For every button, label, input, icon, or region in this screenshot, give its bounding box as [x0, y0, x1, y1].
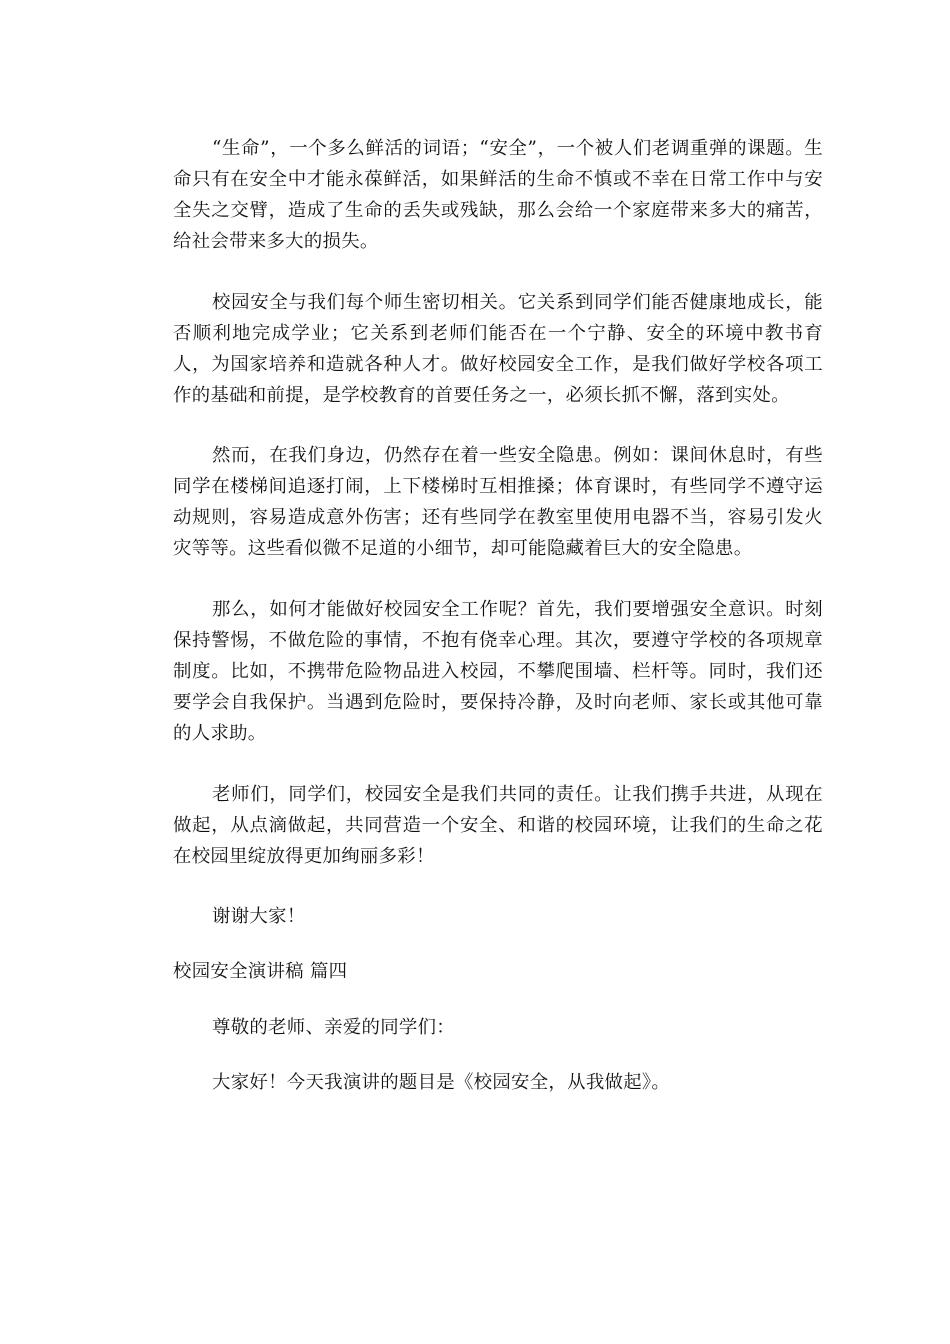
thanks-line: 谢谢大家！	[212, 906, 306, 927]
section-heading: 校园安全演讲稿 篇四	[173, 961, 348, 982]
paragraph-hidden-dangers: 然而，在我们身边，仍然存在着一些安全隐患。例如：课间休息时，有些同学在楼梯间追逐打闹，上下楼梯时互相推搡；体育课时，有些同学不遵守运动规则，容易造成意外伤害；还有些同学在教室里使用电器不当，容易引发火灾等等。这些看似微不足道的小细节，却可能隐藏着巨大的安全隐患。	[173, 445, 823, 559]
paragraph-campus-safety: 校园安全与我们每个师生密切相关。它关系到同学们能否健康地成长，能否顺利地完成学业；它关系到老师们能否在一个宁静、安全的环境中教书育人，为国家培养和造就各种人才。做好校园安全工作，是我们做好学校各项工作的基础和前提，是学校教育的首要任务之一，必须长抓不懈，落到实处。	[173, 292, 823, 406]
paragraph-how-to: 那么，如何才能做好校园安全工作呢？首先，我们要增强安全意识。时刻保持警惕，不做危险的事情，不抱有侥幸心理。其次，要遵守学校的各项规章制度。比如，不携带危险物品进入校园，不攀爬围墙、栏杆等。同时，我们还要学会自我保护。当遇到危险时，要保持冷静，及时向老师、家长或其他可靠的人求助。	[173, 599, 823, 744]
paragraph-call-to-action: 老师们，同学们，校园安全是我们共同的责任。让我们携手共进，从现在做起，从点滴做起，共同营造一个安全、和谐的校园环境，让我们的生命之花在校园里绽放得更加绚丽多彩！	[173, 784, 823, 867]
salutation-line: 尊敬的老师、亲爱的同学们：	[212, 1017, 455, 1038]
opening-line: 大家好！今天我演讲的题目是《校园安全，从我做起》。	[212, 1072, 671, 1093]
paragraph-life-safety: “生命”，一个多么鲜活的词语；“安全”，一个被人们老调重弹的课题。生命只有在安全中才能永葆鲜活，如果鲜活的生命不慎或不幸在日常工作中与安全失之交臂，造成了生命的丢失或残缺，那么会给一个家庭带来多大的痛苦，给社会带来多大的损失。	[173, 138, 823, 252]
